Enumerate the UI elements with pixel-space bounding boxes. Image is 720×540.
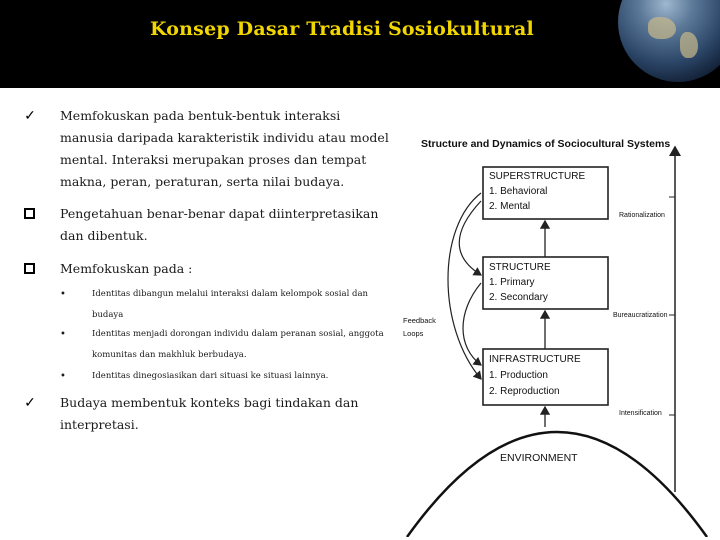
- dot-bullet-icon: •: [60, 289, 66, 300]
- superstructure-item: 1. Behavioral: [489, 186, 548, 197]
- checkmark-icon: ✓: [24, 395, 36, 411]
- bullet-text: Memfokuskan pada :: [60, 261, 193, 276]
- structure-heading: STRUCTURE: [489, 262, 551, 273]
- sociocultural-diagram: [397, 97, 717, 537]
- infrastructure-item: 1. Production: [489, 370, 548, 381]
- bullet-text: Pengetahuan benar-benar dapat diinterpretasikan dan dibentuk.: [60, 206, 379, 243]
- feedback-label: Loops: [403, 329, 424, 338]
- structure-item: 1. Primary: [489, 277, 535, 288]
- square-bullet-icon: [24, 263, 35, 274]
- superstructure-heading: SUPERSTRUCTURE: [489, 171, 586, 182]
- feedback-label: Feedback: [403, 316, 436, 325]
- diagram-title: Structure and Dynamics of Sociocultural Systems: [421, 138, 671, 150]
- dot-bullet-icon: •: [60, 329, 66, 340]
- sub-bullet-text: Identitas menjadi dorongan individu dalam peranan sosial, anggota komunitas dan makhluk berbudaya.: [92, 329, 384, 360]
- environment-label: ENVIRONMENT: [500, 452, 578, 464]
- superstructure-item: 2. Mental: [489, 201, 531, 212]
- slide-header: [0, 0, 720, 88]
- infrastructure-item: 2. Reproduction: [489, 386, 560, 397]
- bullet-text: Budaya membentuk konteks bagi tindakan dan interpretasi.: [60, 395, 359, 432]
- checkmark-icon: ✓: [24, 108, 36, 124]
- sub-bullet-text: Identitas dinegosiasikan dari situasi ke situasi lainnya.: [92, 371, 329, 381]
- side-label: Rationalization: [619, 212, 665, 219]
- slide-title: Konsep Dasar Tradisi Sosiokultural: [150, 18, 534, 40]
- dot-bullet-icon: •: [60, 371, 66, 382]
- globe-image: [618, 0, 720, 82]
- side-label: Bureaucratization: [613, 312, 668, 319]
- sub-bullet-text: Identitas dibangun melalui interaksi dalam kelompok sosial dan budaya: [92, 289, 368, 320]
- infrastructure-heading: INFRASTRUCTURE: [489, 354, 581, 365]
- side-label: Intensification: [619, 410, 662, 417]
- structure-item: 2. Secondary: [489, 292, 548, 303]
- square-bullet-icon: [24, 208, 35, 219]
- bullet-text: Memfokuskan pada bentuk-bentuk interaksi manusia daripada karakteristik individu atau model mental. Interaksi merupakan proses dan tempat makna, peran, peraturan, serta nilai budaya.: [60, 108, 389, 189]
